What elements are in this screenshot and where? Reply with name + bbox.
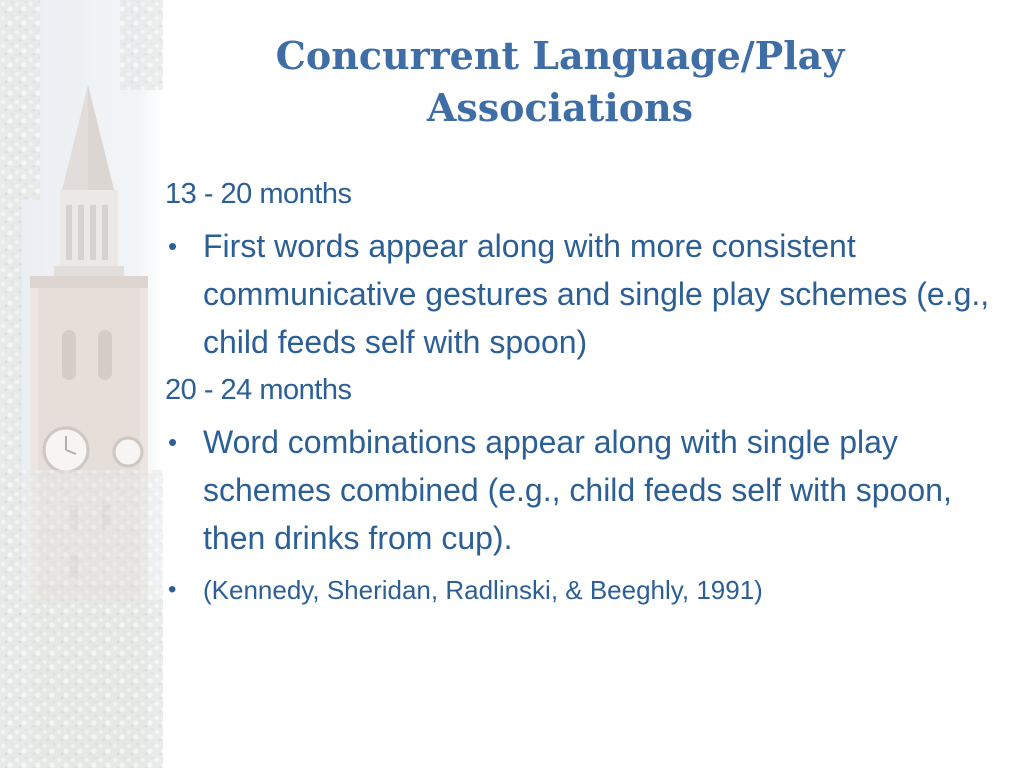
bullet-item-citation (165, 570, 995, 610)
bullet-item-first-words (165, 222, 995, 366)
slide-title (170, 30, 950, 134)
slide-title-line-2: Associations (426, 85, 694, 130)
section-heading-20-24-months: 20 - 24 months (165, 374, 352, 406)
bell-tower-background-image (0, 0, 163, 768)
bullet-glyph: • (168, 231, 178, 261)
bullet-item-word-combinations (165, 418, 995, 562)
bullet-glyph: • (168, 427, 178, 457)
bullet-text: Word combinations appear along with single play schemes combined (e.g., child feeds self with spoon, then drinks from cup). (203, 424, 952, 556)
bullet-glyph: • (168, 576, 177, 603)
slide-body (165, 172, 995, 612)
citation-text: (Kennedy, Sheridan, Radlinski, & Beeghly, 1991) (203, 575, 763, 605)
slide-title-line-1: Concurrent Language/Play (275, 33, 845, 78)
section-heading-13-20-months: 13 - 20 months (165, 178, 352, 210)
bullet-text: First words appear along with more consistent communicative gestures and single play schemes (e.g., child feeds self with spoon) (203, 228, 990, 360)
